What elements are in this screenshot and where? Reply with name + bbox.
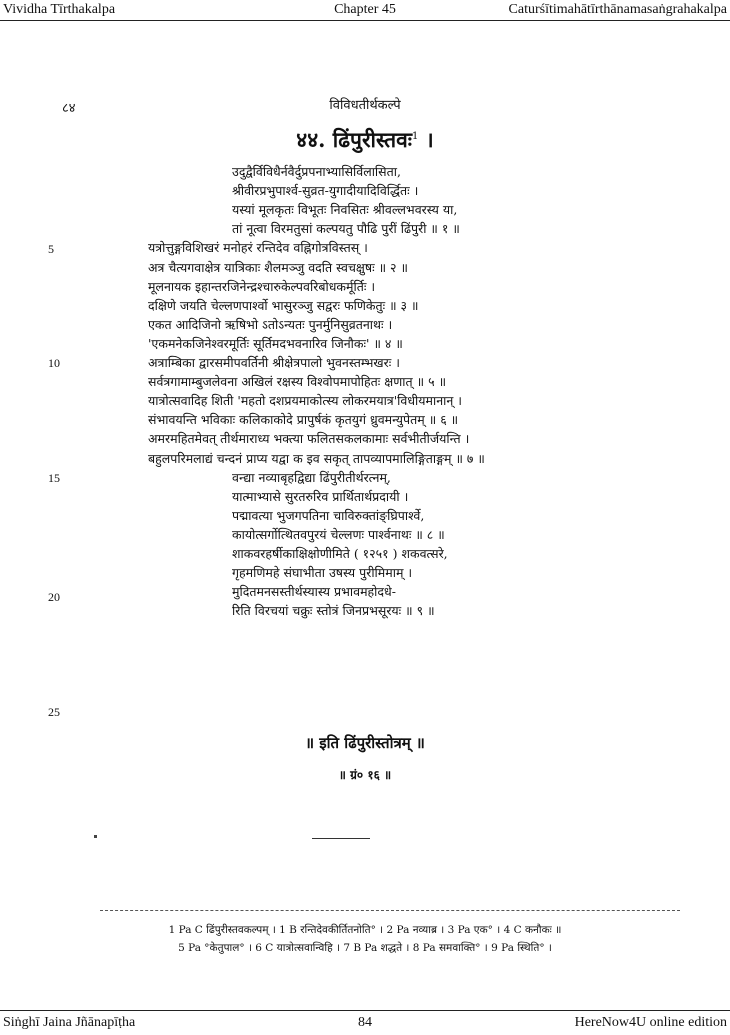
verse-line: संभावयन्ति भविकाः कलिकाकोदे प्रापुर्षकं कृतयुगं ध्रुवमन्युपेतम् ॥ ६ ॥	[148, 412, 459, 428]
line-number: 10	[48, 356, 60, 370]
verse-line: अत्राम्बिका द्वारसमीपवर्तिनी श्रीक्षेत्रपालो भुवनस्तम्भखरः ।	[148, 355, 400, 370]
footer-right: HereNow4U online edition	[574, 1015, 727, 1030]
verse-line: कायोत्सर्गोत्थितवपुरयं चेल्लणः पार्श्वनाथः ॥ ८ ॥	[232, 526, 445, 542]
verse-line: यत्रोत्तुङ्गविशिखरं मनोहरं रन्तिदेव वह्निगोत्रविस्तस् ।	[148, 240, 368, 256]
verse-line: अमरमहितमेवत् तीर्थमाराध्य भक्त्या फलितसकलकामाः सर्वभीतीर्जयन्ति ।	[148, 431, 470, 447]
verse-line: वन्द्या नव्याबृहद्विद्या ढिंपुरीतीर्थरत्नम्,	[232, 469, 391, 485]
verse-line: तां नूत्वा विरमतुसां कल्पयतु पौढि पुरीं ढिंपुरी ॥ १ ॥	[232, 221, 460, 237]
footnote-line: 5 Pa °केतुपाल° । 6 C यात्रोत्सवान्विहि । 7 B Pa शद्धते । 8 Pa समवाक्ति° । 9 Pa स्थिति° ।	[178, 942, 552, 954]
granthagra-count: ॥ ग्रं० १६ ॥	[338, 768, 392, 782]
verse-line: सर्वत्रगामाम्बुजलेवना अखिलं रक्षस्य विश्वोपमापोहितः क्षणात् ॥ ५ ॥	[148, 374, 447, 390]
margin-mark	[94, 835, 97, 838]
chapter-title-text: ४४. ढिंपुरीस्तवः	[296, 127, 413, 152]
verse-line: गृहमणिमहे संघाभीता उषस्य पुरीमिमाम् ।	[232, 565, 413, 581]
colophon: ॥ इति ढिंपुरीस्तोत्रम् ॥	[305, 734, 425, 752]
header-left: Vividha Tīrthakalpa	[3, 2, 116, 17]
verse-line: यस्यां मूलकृतः विभूतः निवसितः श्रीवल्लभवरस्य या,	[232, 202, 458, 218]
line-number: 5	[48, 242, 54, 256]
footer-left: Siṅghī Jaina Jñānapīṭha	[3, 1015, 136, 1030]
chapter-title: ४४. ढिंपुरीस्तवः$^1$ ।	[296, 127, 434, 152]
footnote-line: 1 Pa C ढिंपुरीस्तवकल्पम् । 1 B रन्तिदेवकीर्तितनोति° । 2 Pa नव्याब्र । 3 Pa एक° । 4 C कनौकः ॥	[168, 924, 562, 936]
verse-line: यात्रोत्सवादिह शिती 'महतो दशप्रयमाकोत्स्य लोकरमयात्र'विधीयमानान् ।	[148, 393, 463, 409]
verse-line: बहुलपरिमलाद्यं चन्दनं प्राप्य यद्वा क इव सकृत् तापव्यापमालिङ्गिताङ्गम् ॥ ७ ॥	[148, 450, 485, 466]
section-rule	[312, 838, 370, 839]
verse-line: पद्मावत्या भुजगपतिना चाविरुक्तांङ्घ्रिपार्श्वे,	[232, 507, 425, 523]
verse-line: उदुद्वैर्विविधैर्नवैर्दुप्रपनाभ्यासिर्विलासिता,	[232, 164, 401, 179]
verse-line: 'एकमनेकजिनेश्वरमूर्तिः सूर्तिमदभवनारिव जिनौकः' ॥ ४ ॥	[148, 335, 403, 351]
line-number: 25	[48, 705, 60, 719]
verse-line: मुदितमनसस्तीर्थस्यास्य प्रभावमहोदधे-	[232, 584, 396, 600]
running-title: विविधतीर्थकल्पे	[329, 98, 401, 113]
verse-line: अत्र चैत्यगवाक्षेत्र यात्रिकाः शैलमञ्जु वदति स्वचक्षुषः ॥ २ ॥	[148, 259, 408, 275]
header-right: Caturśītimahātīrthānamasaṅgrahakalpa	[508, 2, 727, 17]
header-center: Chapter 45	[334, 2, 396, 17]
verse-line: दक्षिणे जयति चेल्लणपार्श्वो भासुरञ्जु सद्वरः फणिकेतुः ॥ ३ ॥	[148, 297, 419, 313]
line-number: 20	[48, 590, 60, 604]
verse-line: रिति विरचयां चक्रुः स्तोत्रं जिनप्रभसूरयः ॥ ९ ॥	[232, 603, 435, 619]
page-footer	[0, 1010, 730, 1033]
footer-center: 84	[358, 1015, 372, 1030]
verse-line: शाकवरहर्षीकाक्षिक्षोणीमिते ( १२५१ ) शकवत्सरे,	[232, 546, 448, 561]
page-header	[0, 0, 730, 21]
footnote-rule	[100, 910, 680, 911]
verse-line: यात्माभ्यासे सुरतरुरिव प्रार्थितार्थप्रदायी ।	[232, 488, 409, 504]
verse-line: एकत आदिजिनो ऋषिभो ऽतोऽन्यतः पुनर्मुनिसुव्रतनाथः ।	[148, 316, 393, 332]
line-number: 15	[48, 471, 60, 485]
page-number: ८४	[62, 101, 76, 116]
verse-line: मूलनायक इहान्तरजिनेन्द्रश्चारुकेल्पवरिबोधकर्मूर्तिः ।	[148, 278, 376, 294]
verse-line: श्रीवीरप्रभुपार्श्व-सुव्रत-युगादीयादिविर्द्धितः ।	[232, 183, 419, 199]
title-footnote-mark: 1	[412, 131, 419, 142]
